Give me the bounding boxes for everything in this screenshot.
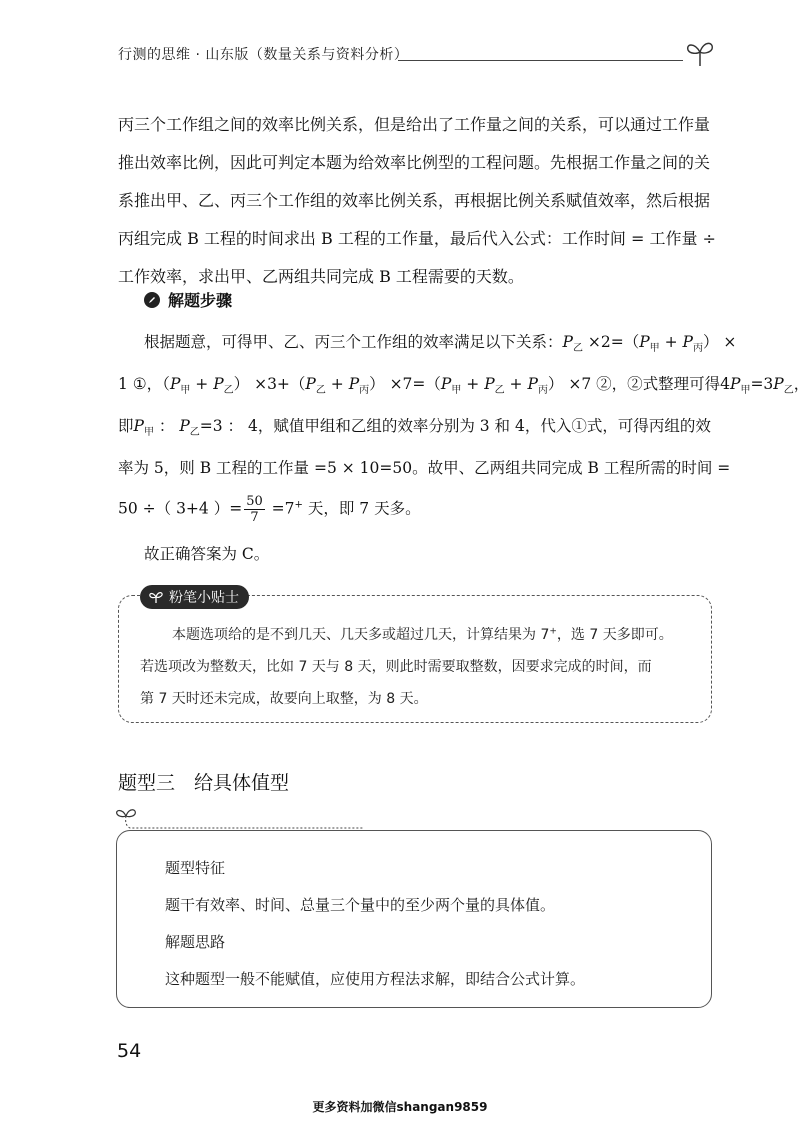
formula-p: P	[527, 375, 538, 393]
formula-text: ×2=（	[582, 333, 640, 351]
formula-sub: 乙	[223, 385, 234, 397]
formula-text: 50 ÷（ 3+4 ）=	[118, 499, 243, 518]
tip-line-1	[172, 624, 673, 644]
formula-sub: 乙	[572, 343, 583, 355]
formula-sub: 甲	[180, 385, 191, 397]
sprout-icon	[684, 38, 716, 68]
fraction	[244, 494, 265, 525]
formula-sub: 丙	[692, 343, 703, 355]
formula-sub: 乙	[315, 385, 326, 397]
formula-sub: 甲	[649, 343, 660, 355]
formula-p: P	[305, 375, 316, 393]
answer-line: 故正确答案为 C。	[144, 545, 270, 563]
superscript: +	[549, 626, 557, 637]
tip-text: 本题选项给的是不到几天、几天多或超过几天，计算结果为 7	[172, 627, 550, 643]
superscript: +	[294, 499, 303, 511]
formula-p: P	[179, 417, 190, 435]
solution-line-5	[118, 494, 421, 525]
feature-text: 题干有效率、时间、总量三个量中的至少两个量的具体值。	[165, 896, 556, 914]
intro-line: 工作效率，求出甲、乙两组共同完成 B 工程需要的天数。	[118, 267, 524, 286]
solution-line-3: 即$P_甲$ ： $P_乙=3$ ： 4，赋值甲组和乙组的效率分别为 3 和 4，代入①式，可得丙组的效	[118, 417, 711, 439]
solution-text: =3 ： 4，赋值甲组和乙组的效率分别为 3 和 4，代入①式，可得丙组的效	[199, 417, 711, 435]
sprout-icon	[148, 590, 164, 604]
formula-p: P	[484, 375, 495, 393]
formula-text: =3	[750, 375, 774, 393]
formula-sub: 乙	[494, 385, 505, 397]
formula-p: P	[682, 333, 693, 351]
formula-text: =7	[266, 499, 295, 518]
intro-paragraph	[118, 106, 716, 296]
formula-sub: 乙	[189, 427, 200, 439]
formula-sub: 甲	[143, 427, 154, 439]
solution-line-1: 根据题意，可得甲、乙、丙三个工作组的效率满足以下关系：$P_乙 \times 2=(P_甲 + P_丙)$ ×	[144, 333, 737, 355]
footer-note: 更多资料加微信shangan9859	[312, 1100, 488, 1114]
formula-sub: 乙	[783, 385, 794, 397]
tip-line-3: 第 7 天时还未完成，故要向上取整，为 8 天。	[140, 691, 428, 707]
solution-line-4: 率为 5，则 B 工程的工作量 =5 × 10=50。故甲、乙两组共同完成 B 工程所需的时间 =	[118, 459, 731, 477]
intro-line: 推出效率比例，因此可判定本题为给效率比例型的工程问题。先根据工作量之间的关	[118, 153, 711, 172]
formula-p: P	[639, 333, 650, 351]
formula-text: ） ×7 ②，②式整理可得	[547, 375, 721, 393]
formula-p: P	[213, 375, 224, 393]
page-number: 54	[117, 1040, 142, 1062]
formula-p: P	[730, 375, 741, 393]
solution-line-2: 1 ①，$(P_甲 + P_乙) \times 3+(P_乙 + P_丙) \times 7=(P_甲 + P_乙 + P_丙) \times 7$ ②，②式整理可得$4P_甲=3P_乙$，	[118, 375, 809, 397]
pencil-circle-icon	[144, 292, 160, 308]
formula-sub: 甲	[451, 385, 462, 397]
formula-sub: 丙	[537, 385, 548, 397]
tip-line-2: 若选项改为整数天，比如 7 天与 8 天，则此时需要取整数，因要求完成的时间，而	[140, 659, 652, 675]
header-rule	[398, 60, 683, 61]
approach-text: 这种题型一般不能赋值，应使用方程法求解，即结合公式计算。	[165, 970, 586, 988]
formula-p: P	[440, 375, 452, 393]
feature-label: 题型特征	[165, 859, 226, 877]
intro-line: 丙三个工作组之间的效率比例关系，但是给出了工作量之间的关系，可以通过工作量	[118, 115, 711, 134]
formula-text: 1 ①，（	[118, 375, 170, 393]
formula-p: P	[348, 375, 360, 393]
solution-text: 根据题意，可得甲、乙、丙三个工作组的效率满足以下关系：	[144, 333, 563, 351]
fraction-denominator: 7	[250, 510, 259, 525]
formula-p: P	[169, 375, 181, 393]
tip-label-badge	[140, 585, 249, 609]
formula-sub: 丙	[359, 385, 370, 397]
intro-line: 系推出甲、乙、丙三个工作组的效率比例关系，再根据比例关系赋值效率，然后根据	[118, 191, 711, 210]
formula-text: 即	[118, 417, 134, 435]
formula-text: ） ×	[702, 333, 737, 351]
formula-p: P	[133, 417, 144, 435]
formula-sub: 甲	[740, 385, 751, 397]
formula-text: ） ×7=（	[369, 375, 441, 393]
solution-text: 天，即 7 天多。	[302, 499, 421, 518]
tip-text: ，选 7 天多即可。	[556, 627, 673, 643]
fraction-numerator: 50	[246, 494, 263, 509]
running-header: 行测的思维 · 山东版（数量关系与资料分析）	[118, 47, 409, 63]
formula-p: P	[562, 333, 573, 351]
approach-label: 解题思路	[165, 933, 226, 951]
tip-label: 粉笔小贴士	[169, 590, 239, 606]
section-title: 题型三 给具体值型	[118, 772, 290, 794]
intro-line: 丙组完成 B 工程的时间求出 B 工程的工作量，最后代入公式：工作时间 = 工作量 ÷	[118, 229, 716, 248]
formula-text: ） ×3+（	[233, 375, 306, 393]
formula-p: P	[773, 375, 784, 393]
steps-heading	[144, 288, 232, 311]
steps-heading-label: 解题步骤	[168, 291, 233, 310]
